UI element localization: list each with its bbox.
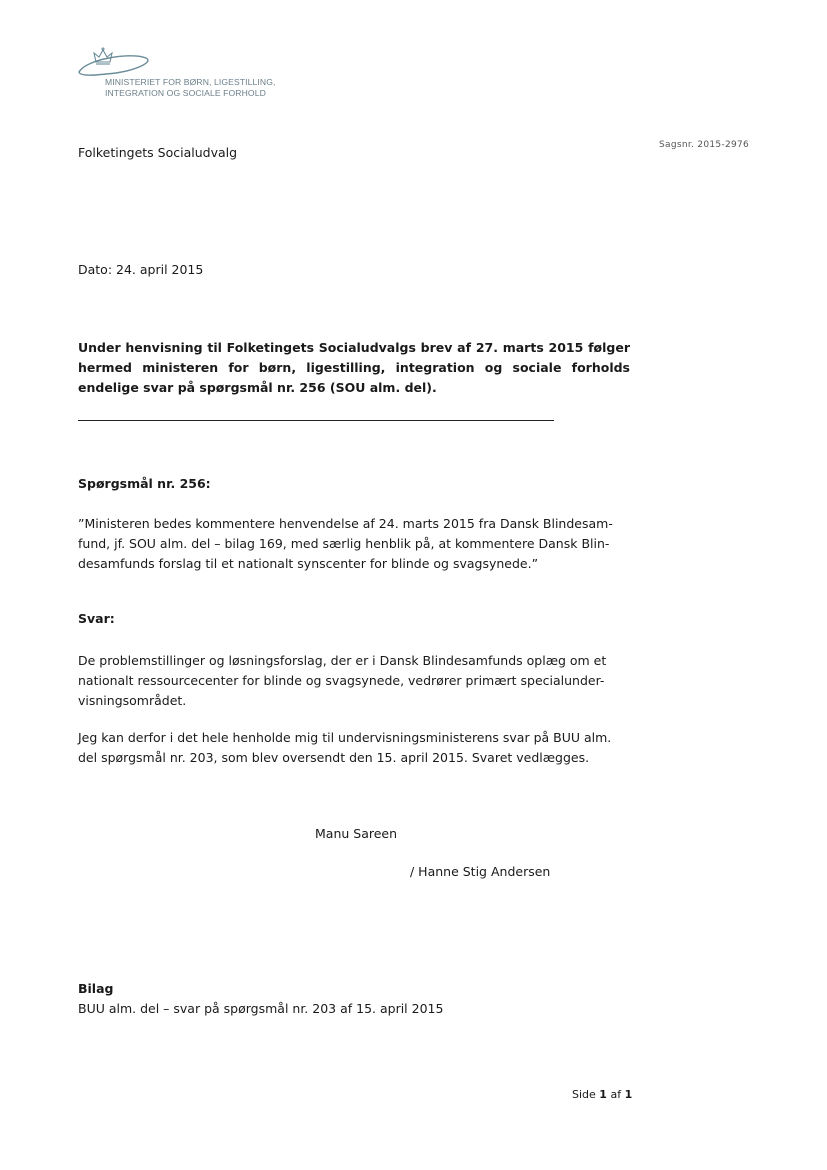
side-label: Side (572, 1088, 596, 1101)
answer-paragraph-2 (78, 728, 630, 768)
minister-signature: Manu Sareen (315, 826, 398, 841)
answer-heading: Svar: (78, 611, 115, 626)
question-line: ”Ministeren bedes kommentere henvendelse af 24. marts 2015 fra Dansk Blindesam- (78, 516, 613, 531)
answer-line: visningsområdet. (78, 693, 187, 708)
of-label: af (610, 1088, 622, 1101)
question-line: desamfunds forslag til et nationalt synscenter for blinde og svagsynede.” (78, 556, 539, 571)
question-line: fund, jf. SOU alm. del – bilag 169, med særlig henblik på, at kommentere Dansk Blin- (78, 536, 610, 551)
attachment-heading: Bilag (78, 981, 114, 996)
current-page: 1 (599, 1088, 607, 1101)
page-indicator (572, 1088, 632, 1101)
answer-line: Jeg kan derfor i det hele henholde mig til undervisningsministerens svar på BUU alm. (78, 730, 612, 745)
logo-line-1: MINISTERIET FOR BØRN, LIGESTILLING, (105, 77, 276, 87)
divider (78, 420, 554, 421)
intro-paragraph: Under henvisning til Folketingets Socialudvalgs brev af 27. marts 2015 følger hermed ministeren for børn, ligestilling, integration og sociale forholds endelige svar på spørgsmål nr. 256 (SOU alm. del). (78, 340, 630, 395)
answer-line: del spørgsmål nr. 203, som blev oversendt den 15. april 2015. Svaret vedlægges. (78, 750, 590, 765)
attachment-text: BUU alm. del – svar på spørgsmål nr. 203 af 15. april 2015 (78, 1001, 444, 1016)
answer-paragraph-1 (78, 651, 630, 711)
answer-line: nationalt ressourcecenter for blinde og svagsynede, vedrører primært specialunder- (78, 673, 605, 688)
logo-line-2: INTEGRATION OG SOCIALE FORHOLD (105, 88, 266, 98)
question-text (78, 514, 630, 574)
total-pages: 1 (624, 1088, 633, 1101)
question-heading: Spørgsmål nr. 256: (78, 476, 211, 491)
letter-date: Dato: 24. april 2015 (78, 262, 204, 277)
case-number: Sagsnr. 2015-2976 (659, 140, 750, 150)
official-signature: / Hanne Stig Andersen (410, 864, 551, 879)
answer-line: De problemstillinger og løsningsforslag, der er i Dansk Blindesamfunds oplæg om et (78, 653, 607, 668)
ministry-logo (76, 44, 276, 100)
recipient: Folketingets Socialudvalg (78, 145, 238, 160)
